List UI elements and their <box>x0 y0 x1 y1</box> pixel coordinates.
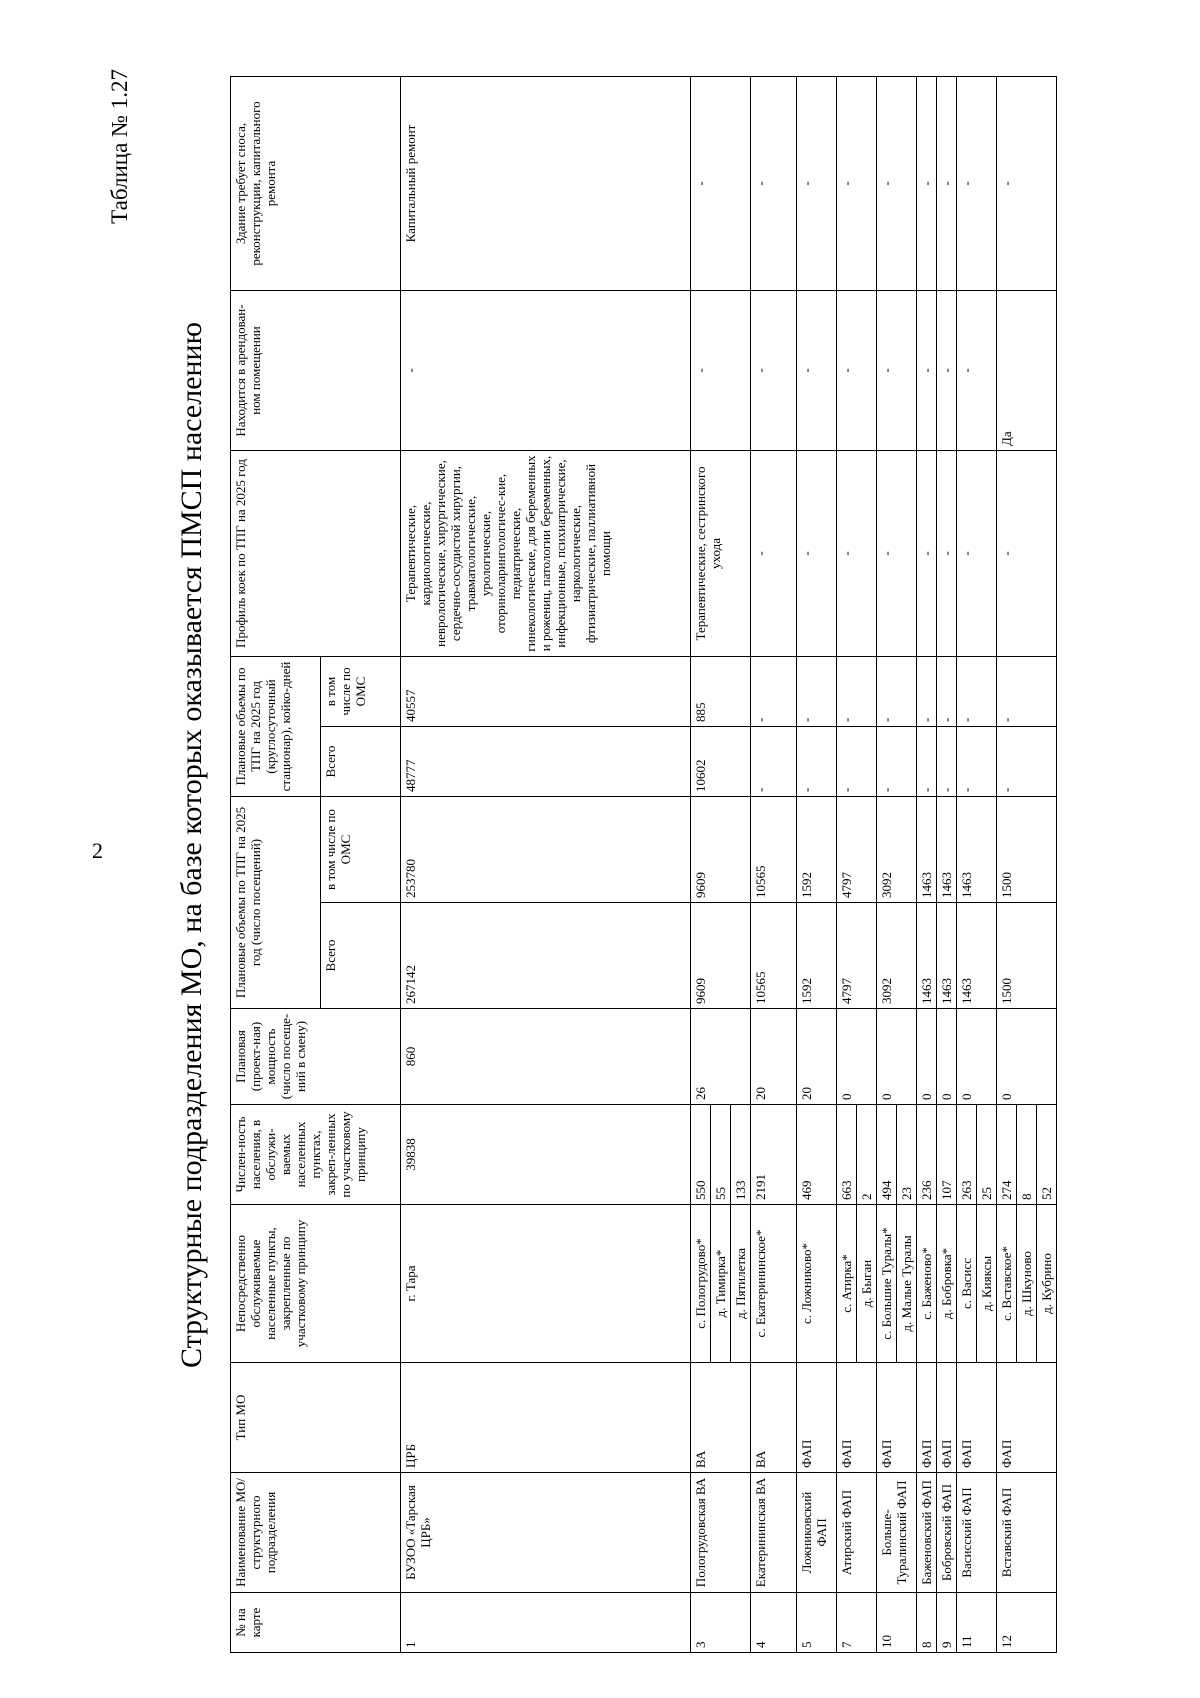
cell-population: 2191 <box>751 1105 797 1205</box>
cell-settlement: с. Большие Туралы* <box>877 1205 897 1363</box>
cell-visits-total: 9609 <box>691 903 751 1009</box>
cell-capacity: 0 <box>957 1009 997 1105</box>
header-beds-total: Всего <box>321 727 401 797</box>
header-visits: Плановые объемы по ТПГ на 2025 год (число посещений) <box>231 797 321 1009</box>
cell-settlement: д. Малые Туралы <box>897 1205 917 1363</box>
cell-visits-oms: 1463 <box>957 797 997 903</box>
cell-population: 263 <box>957 1105 977 1205</box>
cell-visits-total: 1463 <box>937 903 957 1009</box>
cell-settlement: д. Тимирка* <box>711 1205 731 1363</box>
cell-visits-total: 1592 <box>797 903 837 1009</box>
cell-visits-total: 267142 <box>401 903 691 1009</box>
header-settlements: Непосредственно обслуживаемые населенные пункты, закрепленные по участковому принципу <box>231 1205 401 1363</box>
cell-rented: - <box>957 291 997 451</box>
cell-beds-oms: - <box>937 657 957 727</box>
cell-no: 11 <box>957 1593 997 1653</box>
cell-visits-oms: 1592 <box>797 797 837 903</box>
cell-settlement: с. Атирка* <box>837 1205 857 1363</box>
cell-visits-oms: 1463 <box>917 797 937 903</box>
cell-beds-total: - <box>997 727 1057 797</box>
cell-population: 39838 <box>401 1105 691 1205</box>
cell-visits-oms: 1500 <box>997 797 1057 903</box>
cell-repair: - <box>877 77 917 291</box>
cell-population: 663 <box>837 1105 857 1205</box>
cell-settlement: д. Кияксы <box>977 1205 997 1363</box>
cell-settlement: с. Ложниково* <box>797 1205 837 1363</box>
cell-population: 23 <box>897 1105 917 1205</box>
cell-visits-oms: 9609 <box>691 797 751 903</box>
page-number: 2 <box>92 838 103 863</box>
cell-capacity: 0 <box>937 1009 957 1105</box>
cell-repair: - <box>837 77 877 291</box>
cell-settlement: д. Быган <box>857 1205 877 1363</box>
cell-no: 7 <box>837 1593 877 1653</box>
cell-profile: - <box>937 451 957 657</box>
cell-type: ФАП <box>957 1363 997 1473</box>
header-beds-oms: в том числе по ОМС <box>321 657 401 727</box>
cell-name: Вставский ФАП <box>997 1473 1057 1593</box>
cell-capacity: 20 <box>797 1009 837 1105</box>
cell-name: Пологрудовская ВА <box>691 1473 751 1593</box>
cell-name: Васисский ФАП <box>957 1473 997 1593</box>
cell-population: 274 <box>997 1105 1017 1205</box>
cell-visits-oms: 253780 <box>401 797 691 903</box>
cell-no: 3 <box>691 1593 751 1653</box>
cell-rented: - <box>837 291 877 451</box>
cell-visits-total: 1463 <box>957 903 997 1009</box>
cell-population: 133 <box>731 1105 751 1205</box>
cell-profile: - <box>837 451 877 657</box>
cell-settlement: г. Тара <box>401 1205 691 1363</box>
cell-settlement: д. Шкуново <box>1017 1205 1037 1363</box>
cell-type: ЦРБ <box>401 1363 691 1473</box>
cell-beds-total: - <box>957 727 997 797</box>
header-name: Наименование МО/ структурного подразделения <box>231 1473 401 1593</box>
cell-rented: - <box>751 291 797 451</box>
cell-rented: - <box>691 291 751 451</box>
cell-beds-total: - <box>917 727 937 797</box>
header-type: Тип МО <box>231 1363 401 1473</box>
cell-rented: - <box>937 291 957 451</box>
cell-capacity: 20 <box>751 1009 797 1105</box>
cell-capacity: 0 <box>837 1009 877 1105</box>
cell-rented: - <box>877 291 917 451</box>
cell-name: Баженовский ФАП <box>917 1473 937 1593</box>
cell-beds-total: - <box>797 727 837 797</box>
cell-profile: - <box>751 451 797 657</box>
cell-rented: - <box>917 291 937 451</box>
header-map-no: № на карте <box>231 1593 401 1653</box>
header-visits-oms: в том числе по ОМС <box>321 797 401 903</box>
cell-profile: Терапевтические, сестринского ухода <box>691 451 751 657</box>
cell-visits-oms: 1463 <box>937 797 957 903</box>
header-population: Числен-ность населения, в обслужи-ваемых населенных пунктах, закреп-ленных по участковому принципу <box>231 1105 401 1205</box>
cell-profile: - <box>997 451 1057 657</box>
cell-settlement: с. Пологрудово* <box>691 1205 711 1363</box>
cell-repair: - <box>797 77 837 291</box>
cell-beds-total: - <box>837 727 877 797</box>
cell-repair: - <box>937 77 957 291</box>
cell-name: Екатерининская ВА <box>751 1473 797 1593</box>
cell-settlement: д. Кубрино <box>1037 1205 1057 1363</box>
cell-type: ФАП <box>917 1363 937 1473</box>
cell-population: 55 <box>711 1105 731 1205</box>
cell-rented: - <box>797 291 837 451</box>
header-beds-volume: Плановые объемы по ТПГ на 2025 год (круглосуточный стационар), койко-дней <box>231 657 321 797</box>
cell-profile: - <box>957 451 997 657</box>
document-title: Структурные подразделения МО, на базе которых оказывается ПМСП населению <box>175 321 208 1369</box>
cell-settlement: с. Васисс <box>957 1205 977 1363</box>
cell-population: 25 <box>977 1105 997 1205</box>
cell-population: 2 <box>857 1105 877 1205</box>
cell-repair: - <box>917 77 937 291</box>
cell-population: 8 <box>1017 1105 1037 1205</box>
cell-population: 52 <box>1037 1105 1057 1205</box>
cell-beds-total: 48777 <box>401 727 691 797</box>
cell-visits-total: 1463 <box>917 903 937 1009</box>
cell-settlement: с. Вставское* <box>997 1205 1017 1363</box>
cell-capacity: 0 <box>877 1009 917 1105</box>
cell-no: 5 <box>797 1593 837 1653</box>
cell-name: Ложниковский ФАП <box>797 1473 837 1593</box>
cell-type: ВА <box>751 1363 797 1473</box>
cell-capacity: 26 <box>691 1009 751 1105</box>
cell-no: 4 <box>751 1593 797 1653</box>
cell-visits-oms: 10565 <box>751 797 797 903</box>
cell-repair: - <box>691 77 751 291</box>
cell-type: ВА <box>691 1363 751 1473</box>
cell-settlement: с. Екатерининское* <box>751 1205 797 1363</box>
cell-beds-oms: - <box>837 657 877 727</box>
cell-beds-oms: 40557 <box>401 657 691 727</box>
cell-profile: - <box>797 451 837 657</box>
cell-no: 8 <box>917 1593 937 1653</box>
cell-repair: Капитальный ремонт <box>401 77 691 291</box>
cell-settlement: с. Баженово* <box>917 1205 937 1363</box>
cell-capacity: 0 <box>917 1009 937 1105</box>
cell-visits-oms: 4797 <box>837 797 877 903</box>
cell-no: 9 <box>937 1593 957 1653</box>
header-capacity: Плановая (проект-ная) мощность (число посеще-ний в смену) <box>231 1009 401 1105</box>
cell-capacity: 0 <box>997 1009 1057 1105</box>
header-visits-total: Всего <box>321 903 401 1009</box>
header-repair: Здание требует сноса, реконструкции, капитального ремонта <box>231 77 401 291</box>
cell-settlement: д. Бобровка* <box>937 1205 957 1363</box>
cell-beds-oms: - <box>797 657 837 727</box>
cell-type: ФАП <box>877 1363 917 1473</box>
cell-population: 494 <box>877 1105 897 1205</box>
cell-profile: - <box>877 451 917 657</box>
cell-beds-total: 10602 <box>691 727 751 797</box>
cell-no: 10 <box>877 1593 917 1653</box>
cell-no: 12 <box>997 1593 1057 1653</box>
cell-repair: - <box>957 77 997 291</box>
cell-population: 469 <box>797 1105 837 1205</box>
cell-repair: - <box>751 77 797 291</box>
cell-population: 107 <box>937 1105 957 1205</box>
cell-beds-oms: - <box>957 657 997 727</box>
cell-name: БУЗОО «Тарская ЦРБ» <box>401 1473 691 1593</box>
cell-settlement: д. Пятилетка <box>731 1205 751 1363</box>
cell-beds-total: - <box>751 727 797 797</box>
cell-beds-oms: 885 <box>691 657 751 727</box>
cell-beds-oms: - <box>751 657 797 727</box>
cell-type: ФАП <box>837 1363 877 1473</box>
cell-beds-total: - <box>937 727 957 797</box>
table-number: Таблица № 1.27 <box>107 69 132 224</box>
cell-no: 1 <box>401 1593 691 1653</box>
facilities-table <box>230 76 1057 1653</box>
cell-visits-total: 1500 <box>997 903 1057 1009</box>
cell-capacity: 860 <box>401 1009 691 1105</box>
cell-name: Бобровский ФАП <box>937 1473 957 1593</box>
cell-profile: Терапевтические, кардиологические, неврологические, хирургические, сердечно-сосудистой хирургии, травматологические, урологические, оториноларингологичес-кие, педиатрические, гинекологические, для беременных и рожениц, патологии беременных, инфекционные, психиатрические, наркологические, фтизиатрические, паллиативной помощи <box>401 451 691 657</box>
cell-rented: - <box>401 291 691 451</box>
cell-profile: - <box>917 451 937 657</box>
cell-beds-oms: - <box>877 657 917 727</box>
cell-name: Больше-Туралинский ФАП <box>877 1473 917 1593</box>
cell-visits-total: 10565 <box>751 903 797 1009</box>
cell-type: ФАП <box>797 1363 837 1473</box>
cell-visits-total: 3092 <box>877 903 917 1009</box>
cell-beds-total: - <box>877 727 917 797</box>
cell-population: 550 <box>691 1105 711 1205</box>
cell-beds-oms: - <box>917 657 937 727</box>
cell-visits-oms: 3092 <box>877 797 917 903</box>
rotated-page-content <box>95 35 1200 1655</box>
cell-type: ФАП <box>997 1363 1057 1473</box>
cell-rented: Да <box>997 291 1057 451</box>
cell-beds-oms: - <box>997 657 1057 727</box>
cell-population: 236 <box>917 1105 937 1205</box>
cell-name: Атирский ФАП <box>837 1473 877 1593</box>
cell-repair: - <box>997 77 1057 291</box>
cell-visits-total: 4797 <box>837 903 877 1009</box>
header-profile: Профиль коек по ТПГ на 2025 год <box>231 451 401 657</box>
cell-type: ФАП <box>937 1363 957 1473</box>
header-rented: Находится в арендован-ном помещении <box>231 291 401 451</box>
